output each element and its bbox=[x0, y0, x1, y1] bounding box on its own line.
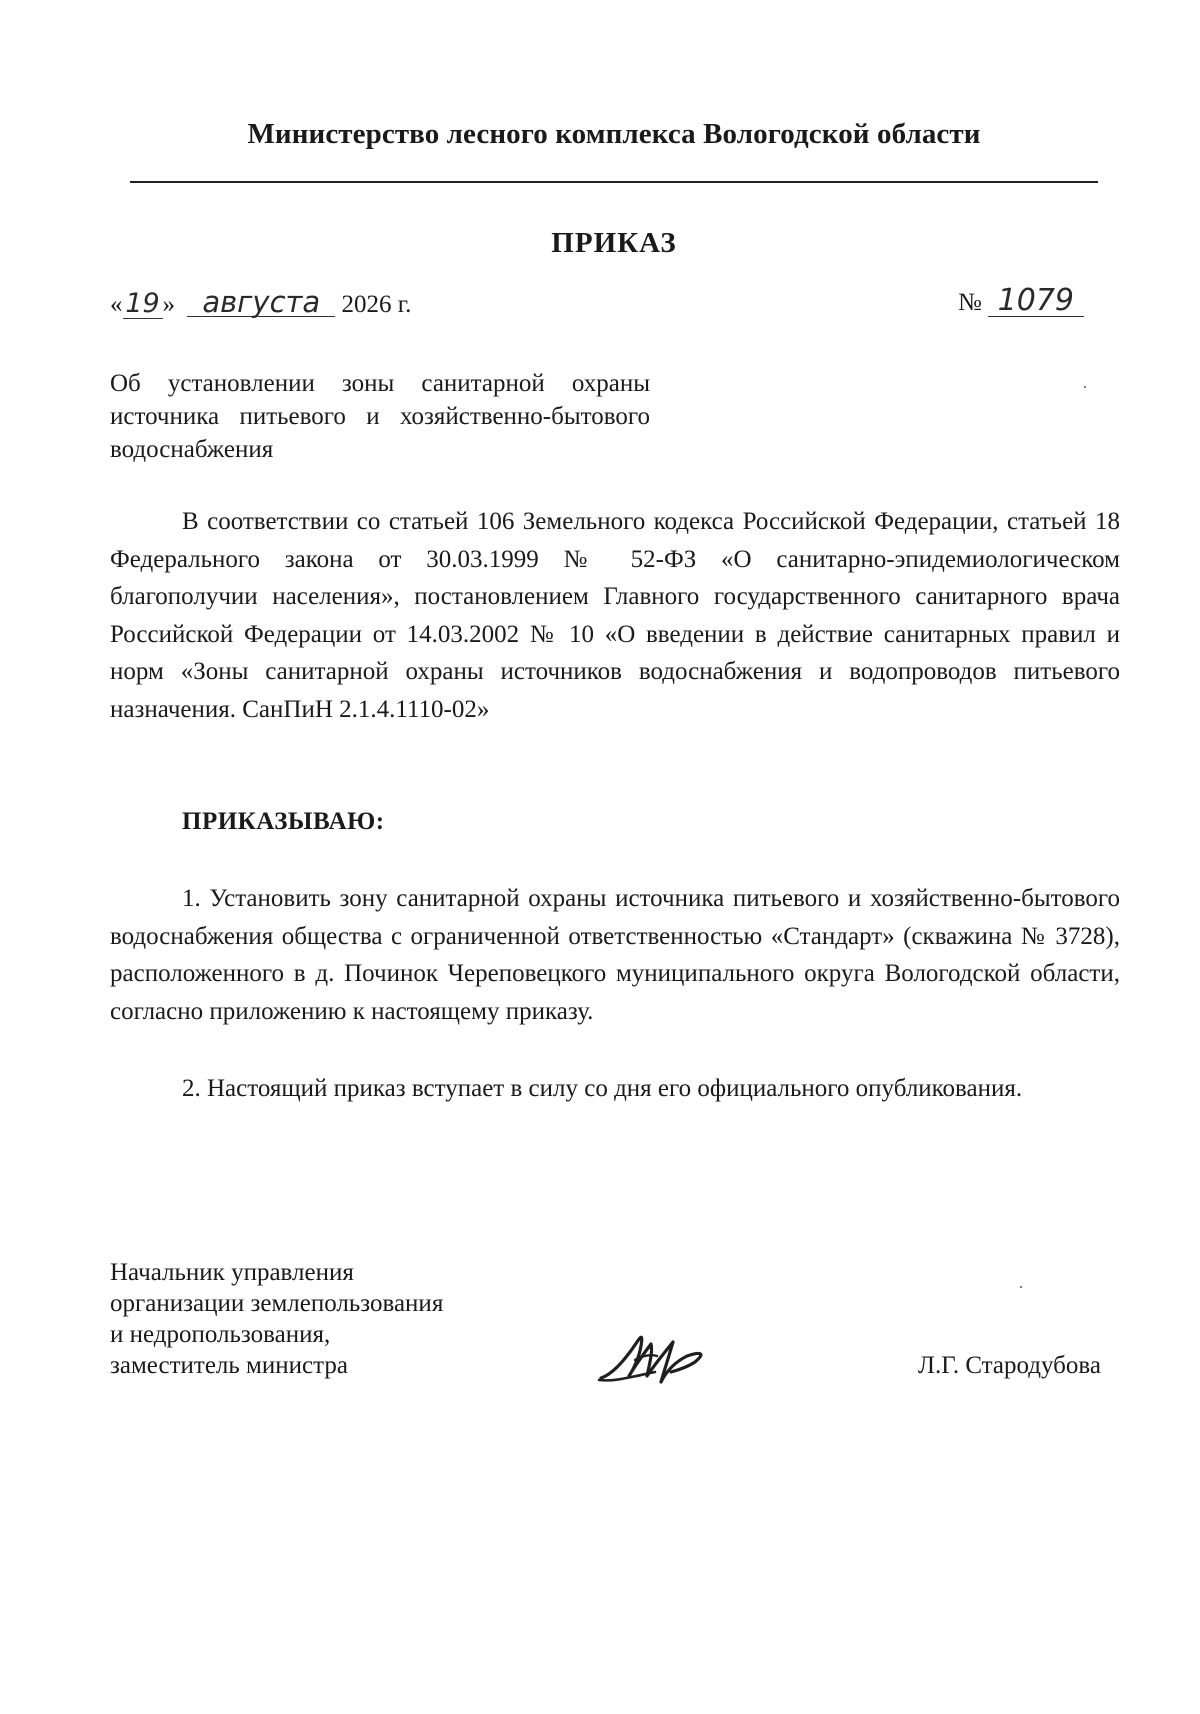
number-label: № bbox=[958, 289, 982, 316]
header-divider bbox=[130, 181, 1098, 183]
order-item: 1. Установить зону санитарной охраны источника питьевого и хозяйственно-бытового водоснабжения общества с ограниченной ответственностью «Стандарт» (скважина № 3728), расположенного в д. Починок Череповецкого муниципального округа Вологодской области, согласно приложению к настоящему приказу. bbox=[110, 885, 1120, 1025]
signer-position-line: организации землепользования bbox=[110, 1290, 444, 1317]
date-year: 2026 г. bbox=[341, 291, 412, 318]
document-type-title: ПРИКАЗ bbox=[551, 227, 677, 259]
order-item: 2. Настоящий приказ вступает в силу со дня его официального опубликования. bbox=[182, 1075, 1023, 1102]
number-value: 1079 bbox=[988, 286, 1084, 317]
order-subject: Об установлении зоны санитарной охраны источника питьевого и хозяйственно-бытового водоснабжения bbox=[110, 370, 650, 463]
date-day: 19 bbox=[123, 290, 163, 319]
order-directive-heading: ПРИКАЗЫВАЮ: bbox=[182, 808, 385, 835]
date-month: августа bbox=[187, 288, 335, 317]
signer-position-line: и недропользования, bbox=[110, 1321, 331, 1348]
signer-position bbox=[110, 1257, 530, 1381]
signer-name: Л.Г. Стародубова bbox=[918, 1352, 1101, 1379]
scan-speck bbox=[1084, 386, 1086, 388]
order-number bbox=[958, 283, 1084, 318]
preamble-paragraph: В соответствии со статьей 106 Земельного кодекса Российской Федерации, статьей 18 Федерального закона от 30.03.1999 № 52-ФЗ «О санитарно-эпидемиологическом благополучии населения», постановлением Главного государственного санитарного врача Российской Федерации от 14.03.2002 № 10 «О введении в действие санитарных правил и норм «Зоны санитарной охраны источников водоснабжения и водопроводов питьевого назначения. СанПиН 2.1.4.1110-02» bbox=[110, 508, 1120, 723]
order-date bbox=[110, 285, 412, 319]
signer-position-line: заместитель министра bbox=[110, 1352, 348, 1379]
scan-speck bbox=[1020, 1286, 1022, 1288]
signer-position-line: Начальник управления bbox=[110, 1259, 354, 1286]
handwritten-signature-icon bbox=[595, 1322, 725, 1392]
ministry-header: Министерство лесного комплекса Вологодской области bbox=[247, 118, 981, 150]
date-close-quote: » bbox=[162, 291, 175, 318]
date-open-quote: « bbox=[110, 291, 123, 318]
